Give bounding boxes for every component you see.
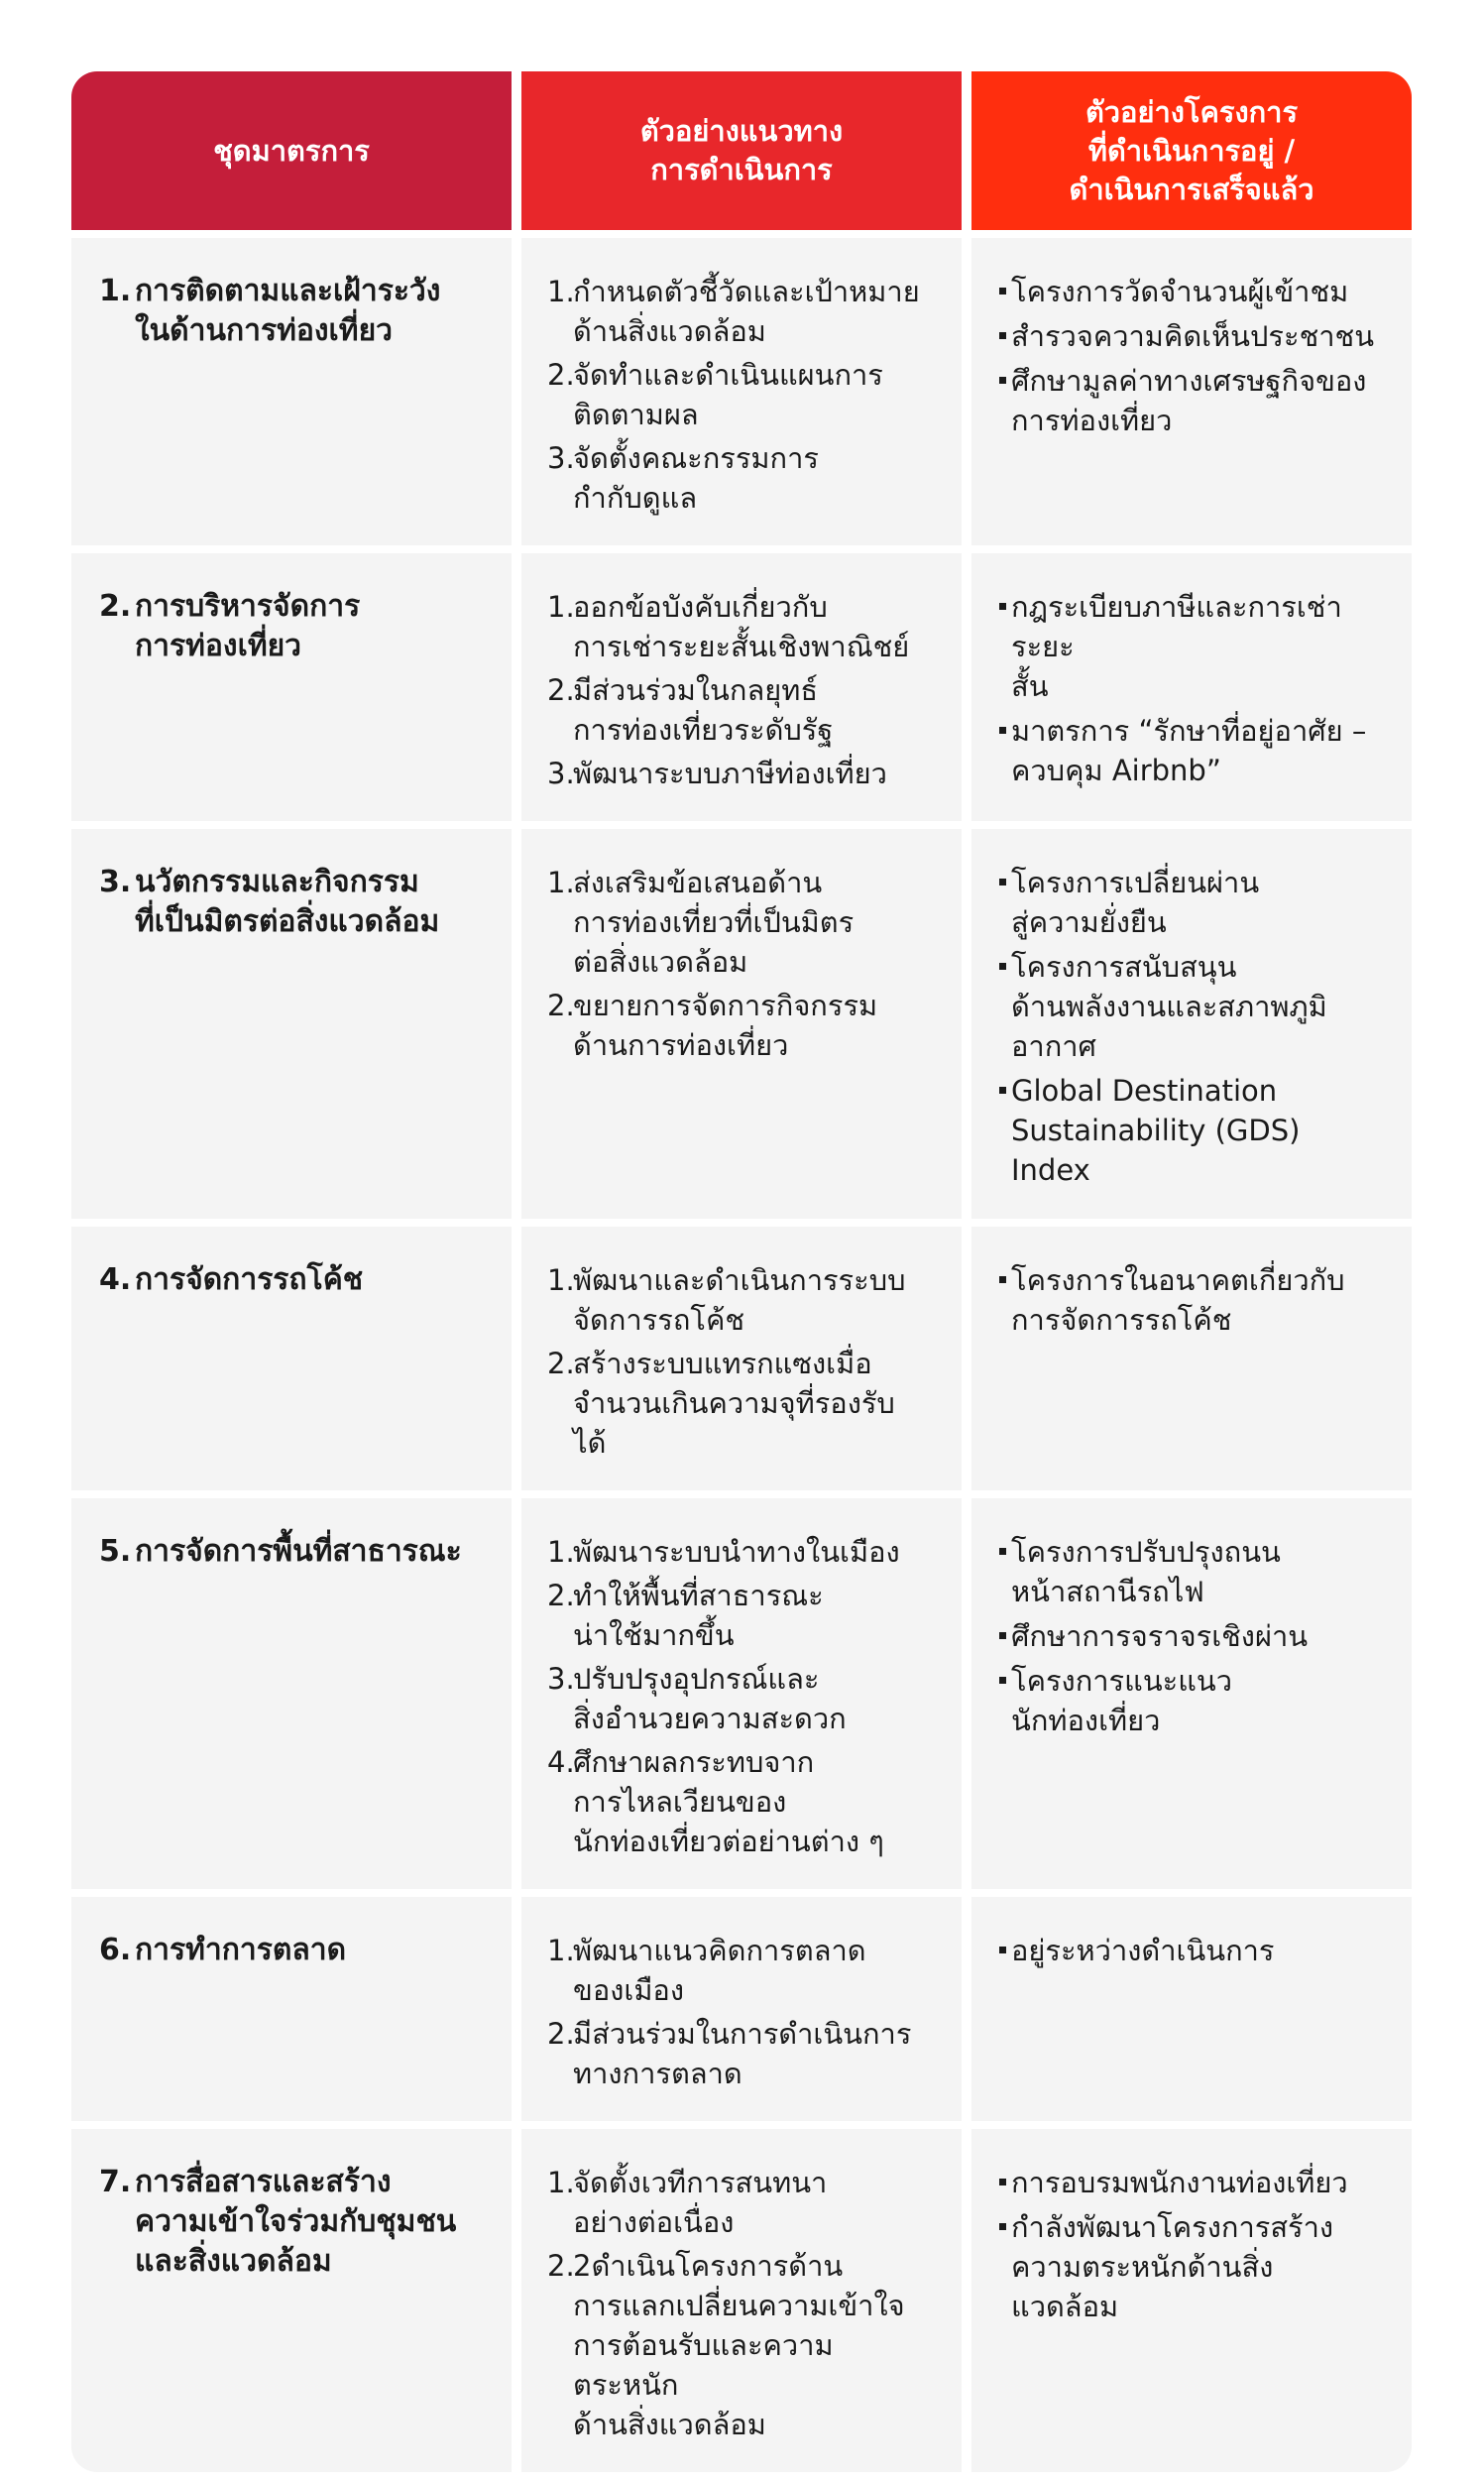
header-guidelines: ตัวอย่างแนวทาง การดำเนินการ <box>521 71 962 230</box>
measure-name: การจัดการรถโค้ช <box>135 1262 364 1297</box>
project-text: การอบรมพนักงานท่องเที่ยว <box>1011 2166 1348 2199</box>
measure-name: การสื่อสารและสร้าง ความเข้าใจร่วมกับชุมชน และสิ่งแวดล้อม <box>135 2165 457 2279</box>
project-item <box>997 863 1386 942</box>
bullet-square-icon <box>997 272 1011 311</box>
guideline-text: จัดทำและดำเนินแผนการ ติดตามผล <box>573 358 883 431</box>
project-item <box>997 272 1386 311</box>
guideline-text: 2ดำเนินโครงการด้าน การแลกเปลี่ยนความเข้าใจ การต้อนรับและความตระหนัก ด้านสิ่งแวดล้อม <box>573 2249 905 2441</box>
guideline-number: 2. <box>547 1347 575 1380</box>
guideline-number: 1. <box>547 1263 575 1297</box>
guideline-item <box>547 587 936 666</box>
table-row <box>71 1227 1412 1490</box>
measure-cell <box>71 553 512 821</box>
guideline-text: พัฒนาและดำเนินการระบบ จัดการรถโค้ช <box>573 1263 906 1337</box>
measure-title <box>97 863 486 942</box>
project-text: โครงการสนับสนุน ด้านพลังงานและสภาพภูมิ อากาศ <box>1011 950 1327 1063</box>
guideline-item <box>547 754 936 793</box>
measure-title <box>97 1931 486 1970</box>
project-text: ศึกษามูลค่าทางเศรษฐกิจของ การท่องเที่ยว <box>1011 364 1367 437</box>
measure-number: 3. <box>99 865 132 899</box>
bullet-square-icon <box>997 1661 1011 1740</box>
guideline-item <box>547 2163 936 2242</box>
guideline-item <box>547 1931 936 2010</box>
bullet-square-icon <box>997 711 1011 790</box>
projects-cell <box>971 1498 1412 1889</box>
header-measures: ชุดมาตรการ <box>71 71 512 230</box>
measure-title <box>97 1260 486 1300</box>
guideline-text: มีส่วนร่วมในกลยุทธ์ การท่องเที่ยวระดับรัฐ <box>573 673 834 747</box>
project-item <box>997 711 1386 790</box>
guideline-text: กำหนดตัวชี้วัดและเป้าหมาย ด้านสิ่งแวดล้อม <box>573 275 920 348</box>
measures-table <box>71 71 1412 2480</box>
guideline-item <box>547 438 936 518</box>
guideline-item <box>547 1576 936 1655</box>
guideline-text: มีส่วนร่วมในการดำเนินการ ทางการตลาด <box>573 2017 912 2090</box>
measure-cell <box>71 2129 512 2472</box>
guidelines-cell <box>521 1227 962 1490</box>
guideline-number: 3. <box>547 1662 575 1696</box>
guideline-item <box>547 1260 936 1340</box>
guideline-number: 2. <box>547 1579 575 1612</box>
table-row <box>71 553 1412 821</box>
guideline-number: 1. <box>547 590 575 624</box>
guideline-text: ทำให้พื้นที่สาธารณะ น่าใช้มากขึ้น <box>573 1579 824 1652</box>
table-row <box>71 1498 1412 1889</box>
project-item <box>997 587 1386 706</box>
guideline-item <box>547 1659 936 1738</box>
projects-cell <box>971 1897 1412 2121</box>
project-list <box>997 272 1386 440</box>
guideline-list <box>547 587 936 793</box>
project-text: Global Destination Sustainability (GDS) Index <box>1011 1074 1301 1187</box>
table-row <box>71 2129 1412 2472</box>
bullet-square-icon <box>997 1616 1011 1656</box>
guideline-text: จัดตั้งคณะกรรมการ กำกับดูแล <box>573 441 819 515</box>
table-row <box>71 1897 1412 2121</box>
guideline-item <box>547 986 936 1065</box>
measure-name: การจัดการพื้นที่สาธารณะ <box>135 1534 462 1569</box>
guideline-number: 1. <box>547 1934 575 1967</box>
measure-name: นวัตกรรมและกิจกรรม ที่เป็นมิตรต่อสิ่งแวดล้อม <box>135 865 440 939</box>
project-list <box>997 863 1386 1190</box>
guideline-list <box>547 2163 936 2444</box>
guideline-item <box>547 1742 936 1861</box>
guideline-list <box>547 272 936 518</box>
project-item <box>997 1532 1386 1611</box>
guideline-item <box>547 863 936 982</box>
guideline-list <box>547 1260 936 1463</box>
guideline-text: ขยายการจัดการกิจกรรม ด้านการท่องเที่ยว <box>573 989 878 1062</box>
guideline-item <box>547 1344 936 1463</box>
bullet-square-icon <box>997 1931 1011 1970</box>
guideline-item <box>547 355 936 434</box>
guideline-number: 4. <box>547 1745 575 1779</box>
measure-number: 4. <box>99 1262 132 1297</box>
header-projects: ตัวอย่างโครงการ ที่ดำเนินการอยู่ / ดำเนินการเสร็จแล้ว <box>971 71 1412 230</box>
project-text: โครงการเปลี่ยนผ่าน สู่ความยั่งยืน <box>1011 866 1260 939</box>
bullet-square-icon <box>997 2163 1011 2202</box>
project-list <box>997 1532 1386 1740</box>
measure-cell <box>71 1227 512 1490</box>
measure-title <box>97 587 486 666</box>
guideline-number: 2. <box>547 358 575 392</box>
guideline-text: สร้างระบบแทรกแซงเมื่อ จำนวนเกินความจุที่รองรับ ได้ <box>573 1347 895 1460</box>
project-item <box>997 316 1386 356</box>
guideline-number: 3. <box>547 757 575 790</box>
bullet-square-icon <box>997 863 1011 942</box>
guideline-item <box>547 2014 936 2093</box>
measure-number: 6. <box>99 1933 132 1967</box>
guidelines-cell <box>521 553 962 821</box>
guideline-item <box>547 1532 936 1572</box>
measure-title <box>97 2163 486 2282</box>
measure-cell <box>71 238 512 545</box>
project-text: โครงการปรับปรุงถนน หน้าสถานีรถไฟ <box>1011 1535 1281 1608</box>
project-text: โครงการแนะแนว นักท่องเที่ยว <box>1011 1664 1233 1737</box>
measure-cell <box>71 1897 512 2121</box>
guidelines-cell <box>521 238 962 545</box>
guideline-number: 2. <box>547 2017 575 2051</box>
project-item <box>997 2207 1386 2326</box>
project-item <box>997 947 1386 1066</box>
project-list <box>997 1931 1386 1970</box>
bullet-square-icon <box>997 587 1011 706</box>
bullet-square-icon <box>997 2207 1011 2326</box>
measure-name: การติดตามและเฝ้าระวัง ในด้านการท่องเที่ยว <box>135 274 441 348</box>
guidelines-cell <box>521 1897 962 2121</box>
guideline-text: ส่งเสริมข้อเสนอด้าน การท่องเที่ยวที่เป็นมิตร ต่อสิ่งแวดล้อม <box>573 866 855 979</box>
measure-title <box>97 272 486 351</box>
guideline-number: 2. <box>547 2249 575 2283</box>
bullet-square-icon <box>997 1071 1011 1190</box>
bullet-square-icon <box>997 1532 1011 1611</box>
bullet-square-icon <box>997 947 1011 1066</box>
measure-number: 7. <box>99 2165 132 2199</box>
guideline-item <box>547 2246 936 2444</box>
guideline-number: 2. <box>547 673 575 707</box>
measure-name: การบริหารจัดการ การท่องเที่ยว <box>135 589 361 663</box>
guideline-list <box>547 1931 936 2093</box>
guideline-item <box>547 670 936 750</box>
guideline-number: 1. <box>547 2166 575 2199</box>
projects-cell <box>971 1227 1412 1490</box>
table-row <box>71 238 1412 545</box>
project-list <box>997 587 1386 790</box>
projects-cell <box>971 238 1412 545</box>
guidelines-cell <box>521 1498 962 1889</box>
project-text: มาตรการ “รักษาที่อยู่อาศัย – ควบคุม Airbnb” <box>1011 714 1367 787</box>
project-item <box>997 1931 1386 1970</box>
guidelines-cell <box>521 2129 962 2472</box>
measure-cell <box>71 1498 512 1889</box>
measure-name: การทำการตลาด <box>135 1933 347 1967</box>
project-text: กฎระเบียบภาษีและการเช่าระยะ สั้น <box>1011 590 1342 703</box>
guideline-number: 1. <box>547 1535 575 1569</box>
measure-cell <box>71 829 512 1219</box>
guideline-list <box>547 863 936 1065</box>
guideline-number: 1. <box>547 275 575 308</box>
project-item <box>997 1071 1386 1190</box>
project-list <box>997 1260 1386 1340</box>
projects-cell <box>971 553 1412 821</box>
measure-title <box>97 1532 486 1572</box>
project-text: กำลังพัฒนาโครงการสร้าง ความตระหนักด้านสิ่ง แวดล้อม <box>1011 2210 1334 2323</box>
bullet-square-icon <box>997 1260 1011 1340</box>
guideline-text: ปรับปรุงอุปกรณ์และ สิ่งอำนวยความสะดวก <box>573 1662 847 1735</box>
guidelines-cell <box>521 829 962 1219</box>
guideline-text: ศึกษาผลกระทบจาก การไหลเวียนของ นักท่องเที่ยวต่อย่านต่าง ๆ <box>573 1745 884 1858</box>
guideline-text: พัฒนาระบบนำทางในเมือง <box>573 1535 900 1569</box>
guideline-number: 1. <box>547 866 575 899</box>
project-item <box>997 1260 1386 1340</box>
projects-cell <box>971 829 1412 1219</box>
bullet-square-icon <box>997 361 1011 440</box>
guideline-text: พัฒนาระบบภาษีท่องเที่ยว <box>573 757 887 790</box>
table-header-row <box>71 71 1412 230</box>
project-text: โครงการวัดจำนวนผู้เข้าชม <box>1011 275 1349 308</box>
project-item <box>997 361 1386 440</box>
measure-number: 1. <box>99 274 132 308</box>
project-item <box>997 2163 1386 2202</box>
guideline-text: ออกข้อบังคับเกี่ยวกับ การเช่าระยะสั้นเชิงพาณิชย์ <box>573 590 910 663</box>
project-text: สำรวจความคิดเห็นประชาชน <box>1011 319 1375 353</box>
guideline-number: 2. <box>547 989 575 1022</box>
guideline-text: จัดตั้งเวทีการสนทนา อย่างต่อเนื่อง <box>573 2166 828 2239</box>
project-text: อยู่ระหว่างดำเนินการ <box>1011 1934 1275 1967</box>
guideline-list <box>547 1532 936 1861</box>
guideline-text: พัฒนาแนวคิดการตลาด ของเมือง <box>573 1934 866 2007</box>
projects-cell <box>971 2129 1412 2472</box>
project-item <box>997 1661 1386 1740</box>
measure-number: 5. <box>99 1534 132 1569</box>
guideline-number: 3. <box>547 441 575 475</box>
guideline-item <box>547 272 936 351</box>
project-text: โครงการในอนาคตเกี่ยวกับ การจัดการรถโค้ช <box>1011 1263 1345 1337</box>
project-text: ศึกษาการจราจรเชิงผ่าน <box>1011 1619 1309 1653</box>
project-list <box>997 2163 1386 2326</box>
bullet-square-icon <box>997 316 1011 356</box>
measure-number: 2. <box>99 589 132 624</box>
project-item <box>997 1616 1386 1656</box>
table-row <box>71 829 1412 1219</box>
